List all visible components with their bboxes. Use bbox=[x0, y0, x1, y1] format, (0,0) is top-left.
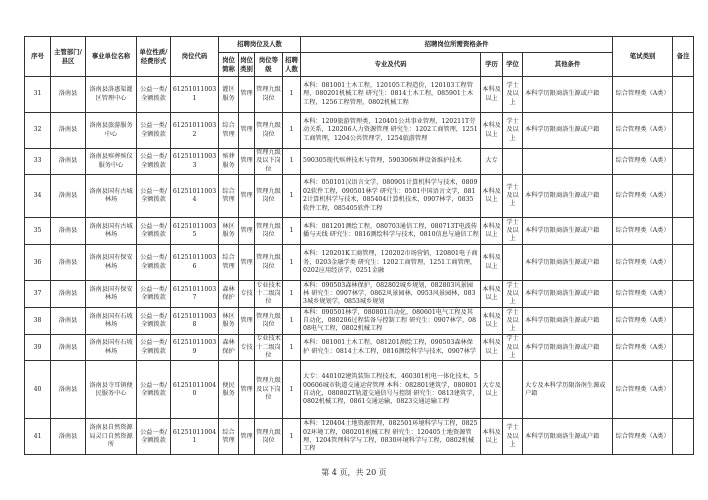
cell-unit: 洛南县国有石坡林场 bbox=[86, 308, 137, 335]
cell-exam: 综合管理类（A类） bbox=[613, 245, 673, 281]
cell-exam: 综合管理类（A类） bbox=[613, 77, 673, 113]
cell-unit: 洛南县寺耳镇便民服务中心 bbox=[86, 361, 137, 419]
cell-nature: 公益一类/全额拨款 bbox=[137, 245, 171, 281]
cell-post-level: 管理九级岗位 bbox=[255, 419, 283, 455]
header-post-name: 岗位简称 bbox=[219, 53, 239, 77]
cell-dept: 洛南县 bbox=[51, 218, 86, 245]
header-count: 招聘人数 bbox=[283, 53, 301, 77]
cell-post-type: 管理 bbox=[239, 245, 255, 281]
cell-note bbox=[673, 149, 694, 175]
cell-other: 本科学历限商洛生源或户籍 bbox=[523, 281, 613, 308]
cell-exam: 综合管理类（A类） bbox=[613, 419, 673, 455]
cell-code: 612510110033 bbox=[171, 149, 219, 175]
header-other: 其他条件 bbox=[523, 53, 613, 77]
cell-edu: 本科及以上 bbox=[481, 419, 503, 455]
cell-code: 612510110039 bbox=[171, 335, 219, 361]
cell-degree bbox=[503, 149, 523, 175]
cell-post-type: 管理 bbox=[239, 77, 255, 113]
cell-post-type: 专技 bbox=[239, 281, 255, 308]
cell-note bbox=[673, 308, 694, 335]
cell-post-level: 管理九级岗位 bbox=[255, 113, 283, 149]
header-post-level: 岗位等级 bbox=[255, 53, 283, 77]
header-req-group: 招聘岗位所需资格条件 bbox=[301, 37, 613, 53]
cell-degree: 学士及以上 bbox=[503, 335, 523, 361]
cell-post-name: 综合管理 bbox=[219, 175, 239, 218]
cell-count: 1 bbox=[283, 218, 301, 245]
cell-code: 612510110041 bbox=[171, 419, 219, 455]
cell-major: 本科：081201测绘工程，080703通信工程，080713T电波传播与天线 研究生：0816测绘科学与技术，0810信息与通信工程 bbox=[301, 218, 481, 245]
cell-nature: 公益一类/全额拨款 bbox=[137, 335, 171, 361]
cell-post-type: 管理 bbox=[239, 149, 255, 175]
header-post-group: 招聘岗位及人数 bbox=[219, 37, 301, 53]
cell-degree bbox=[503, 245, 523, 281]
cell-major: 大专：440102建筑装饰工程技术，460301机电一体化技术，500606城市轨道交通运营管理 本科：082801建筑学，080801自动化，080802T轨道交通信号与控制 研究生：0813建筑学，0802机械工程，0861交通运输，0823交通运输工程 bbox=[301, 361, 481, 419]
cell-seq: 31 bbox=[25, 77, 51, 113]
cell-post-name: 综合管理 bbox=[219, 419, 239, 455]
cell-unit: 洛南县洛惠渠灌区管理中心 bbox=[86, 77, 137, 113]
cell-count: 1 bbox=[283, 113, 301, 149]
cell-dept: 洛南县 bbox=[51, 149, 86, 175]
cell-code: 612510110035 bbox=[171, 218, 219, 245]
cell-post-level: 管理九级岗位 bbox=[255, 308, 283, 335]
cell-note bbox=[673, 361, 694, 419]
cell-unit: 洛南县国有石坡林场 bbox=[86, 335, 137, 361]
header-dept: 主管部门/县区 bbox=[51, 37, 86, 77]
cell-other: 本科学历限商洛生源或户籍 bbox=[523, 308, 613, 335]
cell-note bbox=[673, 281, 694, 308]
cell-count: 1 bbox=[283, 361, 301, 419]
header-major: 专业及代码 bbox=[301, 53, 481, 77]
cell-unit: 洛南县国有古城林场 bbox=[86, 218, 137, 245]
cell-degree: 学士及以上 bbox=[503, 419, 523, 455]
cell-major: 本科：081001土木工程，081201测绘工程，090503森林保护 研究生：0814土木工程，0816测绘科学与技术，0907林学 bbox=[301, 335, 481, 361]
cell-nature: 公益一类/全额拨款 bbox=[137, 281, 171, 308]
cell-seq: 32 bbox=[25, 113, 51, 149]
cell-post-name: 森林保护 bbox=[219, 281, 239, 308]
cell-post-level: 管理九级及以下岗位 bbox=[256, 149, 281, 173]
table-row bbox=[25, 175, 694, 218]
cell-count: 1 bbox=[283, 77, 301, 113]
cell-edu: 本科及以上 bbox=[481, 77, 503, 113]
cell-post-level: 管理九级岗位 bbox=[255, 245, 283, 281]
cell-seq: 40 bbox=[25, 361, 51, 419]
cell-major: 590305现代殡葬技术与管理，590306殡葬设备维护技术 bbox=[301, 149, 481, 175]
cell-seq: 38 bbox=[25, 308, 51, 335]
cell-post-level: 管理九级岗位 bbox=[255, 77, 283, 113]
cell-degree: 学士及以上 bbox=[503, 308, 523, 335]
cell-degree: 学士及以上 bbox=[503, 77, 523, 113]
cell-note bbox=[673, 335, 694, 361]
header-code: 岗位代码 bbox=[171, 37, 219, 77]
cell-other: 本科学历限商洛生源或户籍 bbox=[523, 113, 613, 149]
header-unit: 事业单位名称 bbox=[86, 37, 137, 77]
cell-post-type: 管理 bbox=[239, 419, 255, 455]
cell-exam: 综合管理类（A类） bbox=[613, 361, 673, 419]
cell-post-type: 管理 bbox=[239, 308, 255, 335]
cell-dept: 洛南县 bbox=[51, 245, 86, 281]
cell-dept: 洛南县 bbox=[51, 77, 86, 113]
cell-degree: 学士及以上 bbox=[503, 281, 523, 308]
cell-post-type: 管理 bbox=[239, 175, 255, 218]
cell-code: 612510110036 bbox=[171, 245, 219, 281]
cell-count: 1 bbox=[283, 245, 301, 281]
cell-code: 612510110037 bbox=[171, 281, 219, 308]
cell-nature: 公益一类/全额拨款 bbox=[137, 361, 171, 419]
cell-seq: 37 bbox=[25, 281, 51, 308]
cell-post-name: 综合管理 bbox=[219, 245, 239, 281]
cell-major: 本科：081001土木工程，120105工程造价，120103工程管理，080201机械工程 研究生：0814土木工程，085901土木工程，1256工程管理，0802机械工程 bbox=[301, 77, 481, 113]
cell-other: 本科学历限商洛生源或户籍 bbox=[523, 419, 613, 455]
cell-code: 612510110031 bbox=[171, 77, 219, 113]
cell-degree: 学士及以上 bbox=[503, 218, 523, 245]
cell-degree: 学士及以上 bbox=[503, 113, 523, 149]
cell-code: 612510110038 bbox=[171, 308, 219, 335]
cell-post-level: 管理九级及以下岗位 bbox=[255, 361, 283, 419]
cell-nature: 公益一类/全额拨款 bbox=[137, 175, 171, 218]
cell-exam: 综合管理类（A类） bbox=[613, 308, 673, 335]
cell-other: 大专及本科学历限洛南生源或户籍 bbox=[523, 361, 613, 419]
cell-exam: 综合管理类（A类） bbox=[613, 335, 673, 361]
cell-count: 1 bbox=[283, 175, 301, 218]
cell-seq: 36 bbox=[25, 245, 51, 281]
table-row bbox=[25, 218, 694, 245]
cell-count: 1 bbox=[283, 419, 301, 455]
table-row bbox=[25, 245, 694, 281]
cell-unit: 洛南县自然资源局灵口自然资源所 bbox=[86, 419, 137, 455]
header-exam: 笔试类别 bbox=[613, 37, 673, 77]
header-degree: 学位 bbox=[503, 53, 523, 77]
cell-post-level: 管理九级岗位 bbox=[255, 218, 283, 245]
cell-code: 612510110032 bbox=[171, 113, 219, 149]
cell-dept: 洛南县 bbox=[51, 335, 86, 361]
cell-post-name: 殡葬服务 bbox=[219, 149, 239, 175]
cell-dept: 洛南县 bbox=[51, 175, 86, 218]
cell-post-name: 林区服务 bbox=[219, 308, 239, 335]
cell-post-name: 便民服务 bbox=[219, 361, 239, 419]
table-row bbox=[25, 335, 694, 361]
table-row bbox=[25, 77, 694, 113]
cell-code: 612510110034 bbox=[171, 175, 219, 218]
cell-major: 本科：120404土地资源管理，082501环境科学与工程，082502环境工程，080201机械工程 研究生：120405土地资源管理，1204管理科学与工程，0830环境科学与工程，0802机械工程 bbox=[301, 419, 481, 455]
page-footer: 第 4 页，共 20 页 bbox=[321, 468, 387, 477]
header-note: 备注 bbox=[673, 37, 694, 77]
header-seq: 序号 bbox=[25, 37, 51, 77]
cell-note bbox=[673, 245, 694, 281]
cell-post-name: 灌区服务 bbox=[219, 77, 239, 113]
cell-code: 612510110040 bbox=[171, 361, 219, 419]
cell-degree: 学士及以上 bbox=[503, 175, 523, 218]
header-nature: 单位性质/经费形式 bbox=[137, 37, 171, 77]
cell-note bbox=[673, 218, 694, 245]
cell-nature: 公益一类/全额拨款 bbox=[137, 419, 171, 455]
cell-other: 本科学历限商洛生源或户籍 bbox=[523, 218, 613, 245]
cell-post-level: 专业技术十二级岗位 bbox=[256, 335, 281, 360]
cell-seq: 39 bbox=[25, 335, 51, 361]
cell-note bbox=[673, 113, 694, 149]
cell-dept: 洛南县 bbox=[51, 361, 86, 419]
cell-post-type: 管理 bbox=[239, 218, 255, 245]
cell-note bbox=[673, 175, 694, 218]
cell-dept: 洛南县 bbox=[51, 281, 86, 308]
table-row bbox=[25, 361, 694, 419]
table-row bbox=[25, 308, 694, 335]
table-row bbox=[25, 419, 694, 455]
cell-edu: 本科及以上 bbox=[481, 308, 503, 335]
cell-edu: 本科及以上 bbox=[481, 113, 503, 149]
recruitment-table bbox=[24, 36, 694, 455]
cell-dept: 洛南县 bbox=[51, 419, 86, 455]
cell-other bbox=[523, 149, 613, 175]
cell-dept: 洛南县 bbox=[51, 308, 86, 335]
cell-edu: 本科及以上 bbox=[481, 175, 503, 218]
cell-count: 1 bbox=[283, 335, 301, 361]
cell-seq: 33 bbox=[25, 149, 51, 175]
cell-post-type: 管理 bbox=[239, 113, 255, 149]
cell-unit: 洛南县旅游服务中心 bbox=[86, 113, 137, 149]
table-row bbox=[25, 281, 694, 308]
cell-other: 本科学历限商洛生源或户籍 bbox=[523, 77, 613, 113]
cell-post-name: 森林保护 bbox=[219, 335, 239, 361]
cell-nature: 公益一类/全额拨款 bbox=[137, 113, 171, 149]
cell-exam: 综合管理类（A类） bbox=[613, 218, 673, 245]
cell-edu: 本科及以上 bbox=[481, 335, 503, 361]
cell-post-level: 专业技术十二级岗位 bbox=[255, 281, 283, 308]
cell-unit: 洛南县国有古城林场 bbox=[86, 175, 137, 218]
cell-seq: 34 bbox=[25, 175, 51, 218]
cell-major: 本科：120201K工商管理，120202市场营销，120801电子商务，0203金融学类 研究生：1202工商管理，1251工商管理，0202应用经济学，0251金融 bbox=[301, 245, 481, 281]
cell-edu: 本科及以上 bbox=[481, 281, 503, 308]
cell-edu: 本科及以上 bbox=[481, 218, 503, 245]
cell-major: 本科：1209旅游管理类，120401公共事业管理，120211T劳动关系，120206人力资源管理 研究生：1202工商管理，1251工商管理，1204公共管理学，1254旅游管理 bbox=[301, 113, 481, 149]
cell-count: 1 bbox=[283, 281, 301, 308]
cell-post-level: 管理九级岗位 bbox=[255, 175, 283, 218]
cell-other: 本科学历限商洛生源或户籍 bbox=[523, 335, 613, 361]
cell-edu: 大专 bbox=[481, 149, 503, 175]
cell-degree bbox=[503, 361, 523, 419]
cell-major: 本科：050101汉语言文学，080901计算机科学与技术，080902软件工程，090501林学 研究生：0501中国语言文学，0812计算机科学与技术，085404计算机技术，0907林学，0835软件工程，085405软件工程 bbox=[301, 175, 481, 218]
cell-exam: 综合管理类（A类） bbox=[613, 149, 673, 175]
cell-nature: 公益一类/全额拨款 bbox=[137, 308, 171, 335]
cell-count: 1 bbox=[283, 149, 301, 175]
cell-post-type: 专技 bbox=[239, 335, 255, 361]
cell-exam: 综合管理类（A类） bbox=[613, 281, 673, 308]
cell-note bbox=[673, 77, 694, 113]
cell-post-type: 管理 bbox=[239, 361, 255, 419]
cell-post-name: 林区服务 bbox=[219, 218, 239, 245]
cell-dept: 洛南县 bbox=[51, 113, 86, 149]
cell-edu: 本科及以上 bbox=[481, 245, 503, 281]
cell-seq: 41 bbox=[25, 419, 51, 455]
cell-major: 本科：090501林学，080801自动化，080601电气工程及其自动化，080206过程装备与控制工程 研究生：0907林学，0808电气工程，0802机械工程 bbox=[301, 308, 481, 335]
cell-unit: 洛南县国有保安林场 bbox=[86, 281, 137, 308]
cell-other: 本科学历限商洛生源或户籍 bbox=[523, 175, 613, 218]
table-row bbox=[25, 149, 694, 175]
cell-unit: 洛南县国有保安林场 bbox=[86, 245, 137, 281]
cell-edu: 大专及以上 bbox=[481, 361, 503, 419]
table-row bbox=[25, 113, 694, 149]
cell-other: 本科学历限商洛生源或户籍 bbox=[523, 245, 613, 281]
cell-exam: 综合管理类（A类） bbox=[613, 175, 673, 218]
cell-major: 本科：090503森林保护，082802城乡规划，082803风景园林 研究生：0907林学，0862风景园林，0953风景园林，0833城乡规划学，0853城乡规划 bbox=[301, 281, 481, 308]
cell-nature: 公益一类/全额拨款 bbox=[137, 218, 171, 245]
cell-seq: 35 bbox=[25, 218, 51, 245]
cell-note bbox=[673, 419, 694, 455]
header-post-type: 岗位类别 bbox=[239, 53, 255, 77]
cell-unit: 洛南县殡葬殡仪服务中心 bbox=[86, 149, 137, 175]
cell-count: 1 bbox=[283, 308, 301, 335]
cell-nature: 公益一类/全额拨款 bbox=[137, 149, 171, 175]
cell-exam: 综合管理类（A类） bbox=[613, 113, 673, 149]
cell-post-name: 综合管理 bbox=[219, 113, 239, 149]
cell-nature: 公益一类/全额拨款 bbox=[137, 77, 171, 113]
header-edu: 学历 bbox=[481, 53, 503, 77]
